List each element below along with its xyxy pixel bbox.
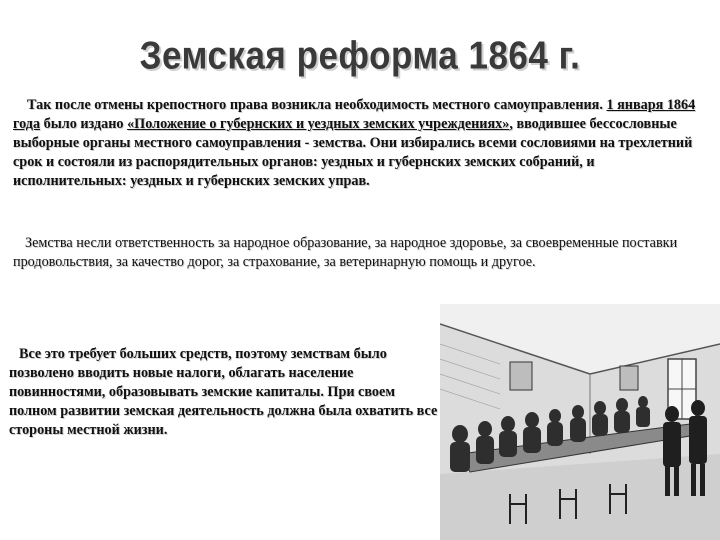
slide-title: Земская реформа 1864 г. xyxy=(139,33,581,78)
paragraph-zemstvo-duties: Земства несли ответственность за народное образование, за народное здоровье, за своевременные поставки продовольствия, за качество дорог, за страхование, за ветеринарную помощь и другое. xyxy=(13,235,678,270)
zemstvo-assembly-illustration xyxy=(440,304,720,540)
paragraph-text: , вводившее бессословные выборные органы местного самоуправления - земства. Они избирались всеми сословиями на трехлетний срок и состояли из распорядительных органов: уездных и губернских земских собраний, и исполнительных: уездных и губернских земских управ. xyxy=(13,116,693,189)
paragraph-text: было издано xyxy=(40,116,128,132)
paragraph-reform-intro xyxy=(13,96,711,191)
regulation-link[interactable]: «Положение о губернских и уездных земских учреждениях» xyxy=(127,116,510,132)
paragraph-zemstvo-funding: Все это требует больших средств, поэтому земствам было позволено вводить новые налоги, облагать население повинностями, образовывать земские капиталы. При своем полном развитии земская деятельность должна была охватить все стороны местной жизни. xyxy=(9,346,438,438)
date-link[interactable]: 1 января 1864 года xyxy=(13,97,696,132)
paragraph-text: Так после отмены крепостного права возникла необходимость местного самоуправления. xyxy=(27,97,607,113)
